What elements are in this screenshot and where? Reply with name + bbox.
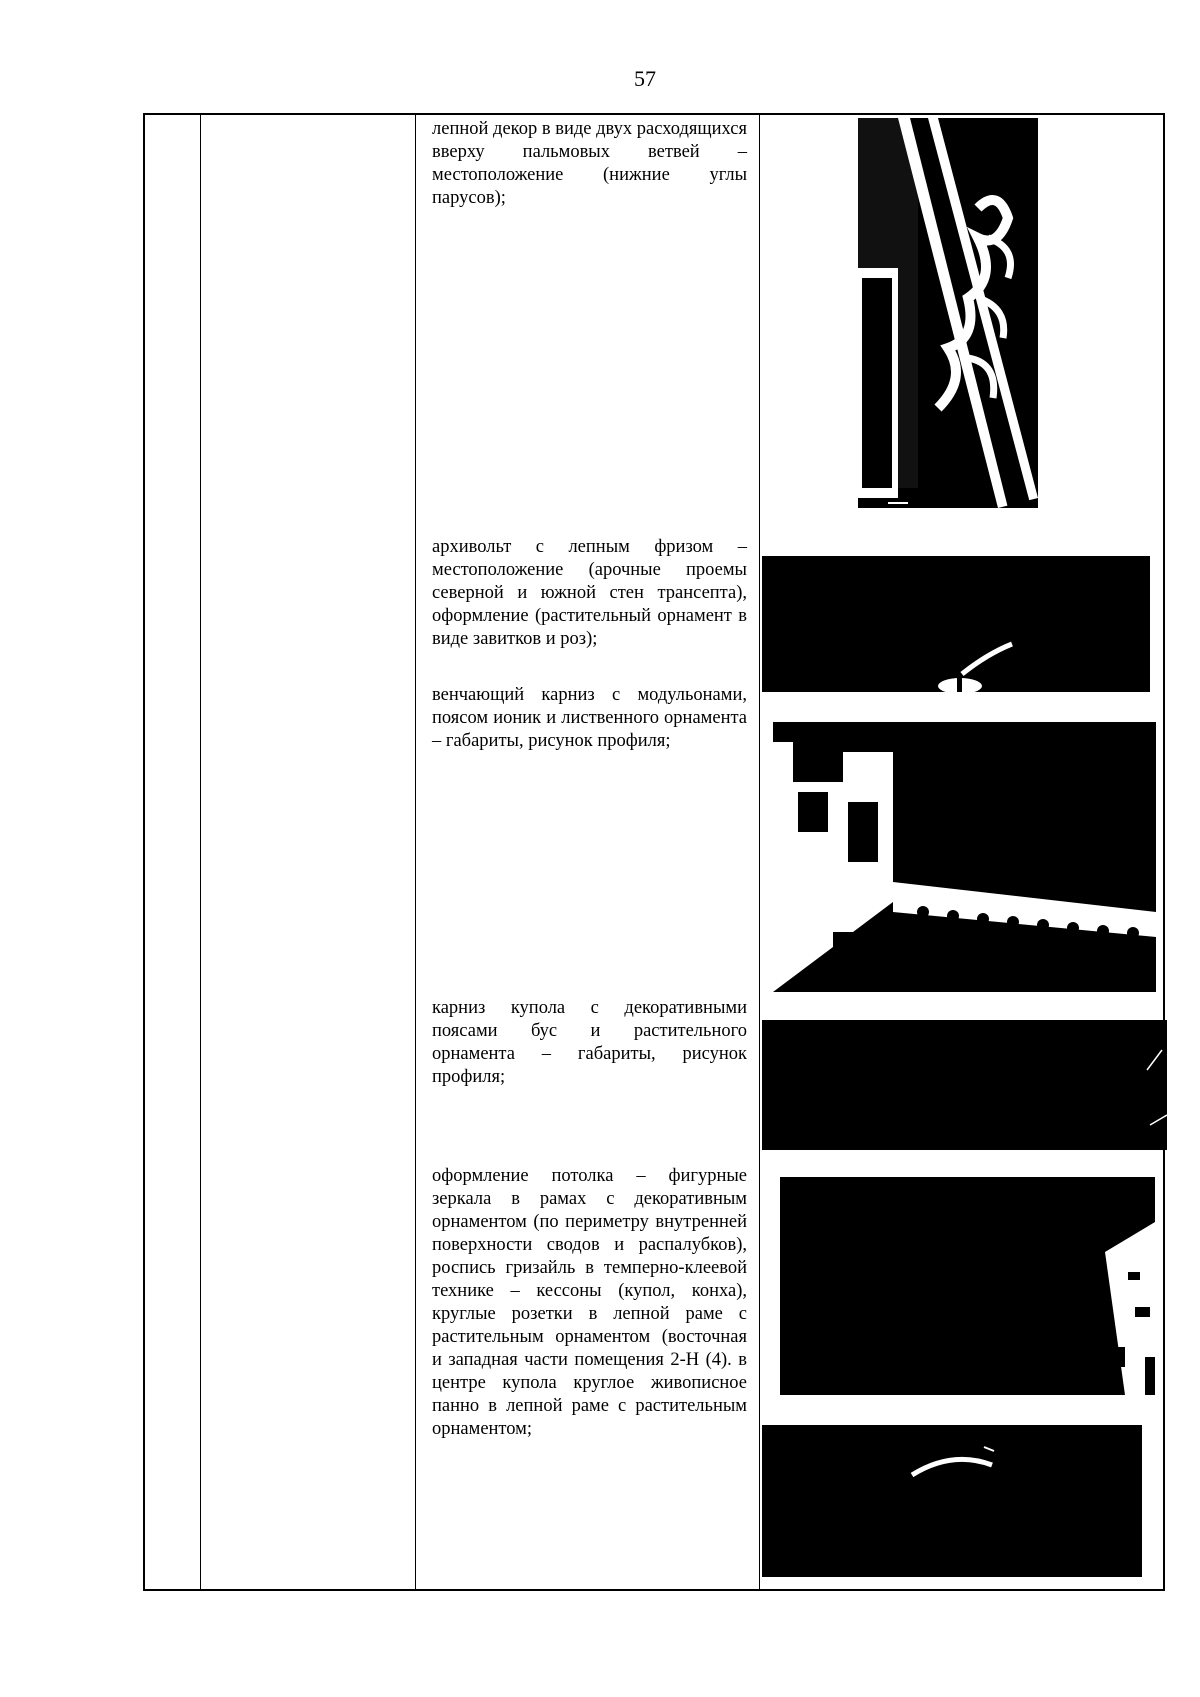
entry-palm-decor: лепной декор в виде двух расходящихся вверху пальмовых ветвей – местоположение (нижние углы парусов);	[432, 119, 747, 208]
photo-dome-panel	[762, 1425, 1142, 1577]
column-divider-1	[200, 115, 201, 1589]
photo-palm-branches	[858, 118, 1038, 508]
photo-dome-cornice	[762, 1020, 1167, 1150]
entry-crowning-cornice: венчающий карниз с модульонами, поясом ионик и лиственного орнамента – габариты, рисунок профиля;	[432, 685, 747, 751]
page-number: 57	[634, 66, 656, 91]
photo-archivolt	[762, 556, 1150, 692]
column-divider-3	[759, 115, 760, 1589]
photo-crowning-cornice	[773, 722, 1156, 992]
photo-ceiling-mirrors	[780, 1177, 1155, 1395]
entry-ceiling-design: оформление потолка – фигурные зеркала в рамах с декоративным орнаментом (по периметру внутренней поверхности сводов и распалубков), роспись гризайль в темперно-клеевой технике – кессоны (купол, конха), круглые розетки в лепной раме с растительным орнаментом (восточная и западная части помещения 2-Н (4). в центре купола круглое живописное панно в лепной раме с растительным орнаментом;	[432, 1166, 747, 1439]
entry-archivolt: архивольт с лепным фризом – местоположение (арочные проемы северной и южной стен трансепта), оформление (растительный орнамент в виде завитков и роз);	[432, 537, 747, 649]
column-divider-2	[415, 115, 416, 1589]
entry-dome-cornice: карниз купола с декоративными поясами бус и растительного орнамента – габариты, рисунок профиля;	[432, 998, 747, 1087]
